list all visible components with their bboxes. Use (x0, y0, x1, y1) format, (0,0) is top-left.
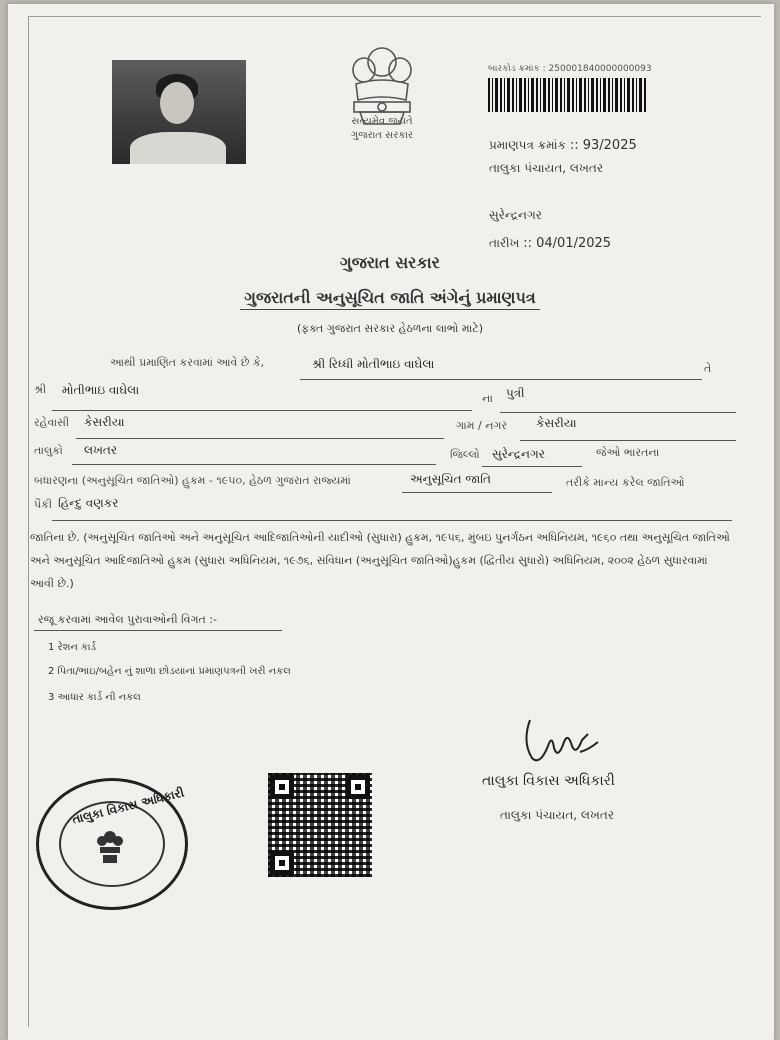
category-value: અનુસૂચિત જાતિ (410, 472, 491, 486)
certificate-subtitle: (ફક્ત ગુજરાત સરકાર હેઠળના લાભો માટે) (296, 322, 484, 335)
village-label: ગામ / નગર (456, 419, 508, 432)
barcode (488, 78, 648, 112)
name-underline (300, 379, 702, 380)
documents-heading: રજૂ કરવામાં આવેલ પુરાવાઓની વિગત :- (38, 613, 217, 626)
caste-underline (52, 520, 732, 521)
documents-heading-underline (34, 630, 282, 631)
seal-text: તાલુકા વિકાસ અધિકારી (70, 785, 186, 827)
government-title: ગુજરાત સરકાર (340, 253, 440, 272)
caste-value: હિન્દુ વણકર (58, 496, 119, 510)
district-label: જિલ્લો (450, 448, 480, 461)
official-seal (36, 778, 188, 910)
legal-paragraph: જાતિના છે. (અનુસૂચિત જાતિઓ અને અનુસૂચિત આદિજાતિઓની યાદીઓ (સુધારા) હુકમ, ૧૯૫૬, મુંબઇ પુનર્ગઠન અધિનિયમ, ૧૯૬૦ તથા અનુસૂચિત જાતિઓ અને અનુસૂચિત આદિજાતિઓ હુકમ (સુધારા અધિનિયમ, ૧૯૭૬, સંવિધાન (અનુસૂચિત જાતિઓ)હુકમ (દ્વિતીય સુધારો) અધિનિયમ, ૨૦૦૨ હેઠળ સુધારવામાં આવી છે.) (30, 531, 730, 590)
relation-underline (500, 412, 736, 413)
district-value: સુરેન્દ્રનગર (492, 447, 545, 461)
village-underline (520, 440, 736, 441)
relation-value: પુત્રી (506, 386, 525, 400)
order-text: બંધારણના (અનુસૂચિત જાતિઓ) હુકમ - ૧૯૫૦, હેઠળ ગુજરાત રાજ્યમાં (34, 474, 351, 487)
resident-underline (76, 438, 444, 439)
taluka-underline (72, 464, 436, 465)
officer-office: તાલુકા પંચાયત, લખતર (500, 808, 615, 822)
father-underline (52, 410, 472, 411)
emblem-motto: સત્યમેવ જયતે (351, 116, 413, 127)
certificate-number-label: પ્રમાણપત્ર ક્રમાંક (489, 138, 567, 152)
issuing-district: સુરેન્દ્રનગર (489, 208, 542, 222)
emblem-government: ગુજરાત સરકાર (350, 130, 414, 141)
te-label: તે (704, 362, 712, 375)
verification-qr-code (268, 773, 372, 877)
taluka-label: તાલુકો (34, 444, 63, 457)
issue-date (489, 236, 611, 251)
certificate-title: ગુજરાતની અનુસૂચિત જાતિ અંગેનું પ્રમાણપત્ર (0, 288, 780, 308)
na-label: ના (482, 392, 493, 405)
taluka-value: લખતર (84, 443, 118, 457)
category-underline (402, 492, 552, 493)
resident-value: કેસરીયા (84, 415, 125, 429)
certify-label: આથી પ્રમાણિત કરવામાં આવે છે કે, (110, 356, 265, 369)
document-item-1: 1 રેશન કાર્ડ (48, 642, 97, 653)
district-underline (482, 466, 582, 467)
document-item-2: 2 પિતા/ભાઇ/બહેન નું શાળા છોડયાનાં પ્રમાણપત્રની ખરી નકલ (48, 666, 291, 677)
applicant-photo (112, 60, 246, 164)
shri-label: શ્રી (34, 383, 47, 396)
ashoka-emblem-icon (340, 40, 424, 144)
among-label: પૈકી (34, 498, 53, 511)
officer-signature-icon (518, 712, 608, 772)
resident-label: રહેવાસી (34, 416, 70, 429)
seal-emblem-icon (95, 829, 125, 869)
recognized-text: તરીકે માન્ય કરેલ જાતિઓ (566, 476, 685, 489)
document-item-3: 3 આધાર કાર્ડ ની નકલ (48, 692, 141, 703)
certificate-number (489, 138, 637, 153)
issuing-office: તાલુકા પંચાયત, લખતર (489, 161, 604, 175)
barcode-number: બારકોડ ક્રમાંક : 250001840000000093 (488, 64, 652, 74)
issue-date-value: :: 04/01/2025 (523, 236, 612, 251)
officer-title: તાલુકા વિકાસ અધિકારી (482, 773, 615, 789)
applicant-name: શ્રી રિધ્ધી મોતીભાઇ વાઘેલા (312, 357, 435, 371)
father-name: મોતીભાઇ વાઘેલા (62, 383, 140, 397)
issue-date-label: તારીખ (489, 236, 520, 250)
certificate-number-value: :: 93/2025 (569, 138, 637, 153)
village-value: કેસરીયા (536, 416, 577, 430)
jeo-label: જેઓ ભારતના (596, 446, 660, 459)
